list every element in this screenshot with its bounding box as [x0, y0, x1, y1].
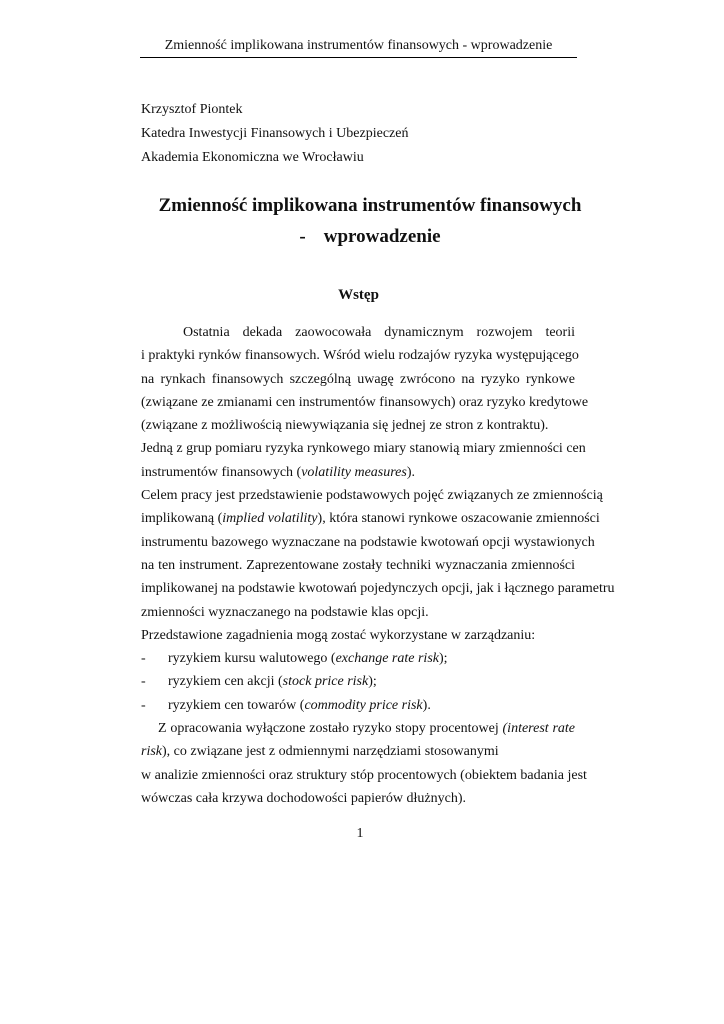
title-dash: -	[299, 226, 306, 247]
text-run: Z opracowania wyłączone zostało ryzyko stopy procentowej	[158, 721, 503, 737]
paragraph-line: na ten instrument. Zaprezentowane zostały techniki wyznaczania zmienności	[141, 557, 575, 573]
bullet-dash: -	[141, 651, 146, 667]
paragraph-line	[141, 740, 575, 763]
list-item	[141, 670, 575, 693]
title-subtitle: wprowadzenie	[323, 226, 441, 247]
paragraph-line: na rynkach finansowych szczególną uwagę zwrócono na ryzyko rynkowe	[141, 371, 575, 387]
paragraph-line: implikowanej na podstawie kwotowań pojedynczych opcji, jak i łącznego parametru	[141, 581, 615, 597]
list-item-text	[168, 670, 377, 693]
paragraph-line: Celem pracy jest przedstawienie podstawowych pojęć związanych ze zmiennością	[141, 488, 603, 504]
list-item-text	[168, 694, 431, 717]
paragraph-line: i praktyki rynków finansowych. Wśród wielu rodzajów ryzyka występującego	[141, 348, 579, 364]
italic-term: (interest rate	[502, 721, 575, 737]
italic-term: volatility measures	[301, 464, 407, 480]
bullet-dash: -	[141, 674, 146, 690]
paragraph-line	[141, 461, 575, 484]
author-name: Krzysztof Piontek	[141, 102, 243, 117]
paper-title-line-2	[100, 225, 640, 249]
paragraph-line: (związane ze zmianami cen instrumentów finansowych) oraz ryzyko kredytowe	[141, 394, 589, 410]
text-run: ).	[422, 697, 431, 713]
text-run: instrumentów finansowych (	[141, 464, 302, 480]
text-run: );	[368, 674, 377, 690]
paper-title-line-1: Zmienność implikowana instrumentów finansowych	[158, 195, 582, 216]
section-heading: Wstęp	[338, 287, 379, 303]
author-department: Katedra Inwestycji Finansowych i Ubezpieczeń	[141, 126, 409, 141]
paragraph-line: wówczas cała krzywa dochodowości papierów dłużnych).	[141, 790, 466, 806]
italic-term: risk	[141, 744, 162, 760]
paragraph-line	[141, 507, 600, 530]
italic-term: implied volatility	[222, 511, 318, 527]
paragraph-line	[141, 717, 575, 740]
paragraph-line: Przedstawione zagadnienia mogą zostać wykorzystane w zarządzaniu:	[141, 627, 536, 643]
author-block	[141, 98, 408, 170]
bullet-dash: -	[141, 697, 146, 713]
text-run: ryzykiem cen akcji (	[168, 674, 283, 690]
page-number: 1	[356, 826, 364, 841]
list-item-text	[168, 647, 448, 670]
text-run: ), co związane jest z odmiennymi narzędziami stosowanymi	[162, 744, 499, 760]
paragraph-line: instrumentu bazowego wyznaczane na podstawie kwotowań opcji wystawionych	[141, 534, 595, 550]
italic-term: stock price risk	[282, 674, 369, 690]
italic-term: commodity price risk	[304, 697, 423, 713]
body-text	[141, 321, 615, 810]
text-run: ryzykiem cen towarów (	[168, 697, 305, 713]
author-institution: Akademia Ekonomiczna we Wrocławiu	[141, 150, 364, 165]
paragraph-line: zmienności wyznaczanego na podstawie klas opcji.	[141, 604, 429, 620]
italic-term: exchange rate risk	[335, 651, 439, 667]
paragraph-line: Ostatnia dekada zaowocowała dynamicznym rozwojem teorii	[183, 325, 575, 340]
text-run: ).	[406, 464, 416, 480]
text-run: ryzykiem kursu walutowego (	[168, 651, 336, 667]
paragraph-line: w analizie zmienności oraz struktury stóp procentowych (obiektem badania jest	[141, 767, 587, 783]
list-item	[141, 694, 575, 717]
paragraph-line: (związane z możliwością niewywiązania się jednej ze stron z kontraktu).	[141, 418, 549, 434]
text-run: ), która stanowi rynkowe oszacowanie zmienności	[317, 511, 600, 527]
running-header: Zmienność implikowana instrumentów finansowych - wprowadzenie	[140, 36, 577, 58]
text-run: implikowaną (	[141, 511, 223, 527]
paragraph-line: Jedną z grup pomiaru ryzyka rynkowego miary stanowią miary zmienności cen	[141, 441, 586, 457]
list-item	[141, 647, 575, 670]
text-run: );	[439, 651, 448, 667]
